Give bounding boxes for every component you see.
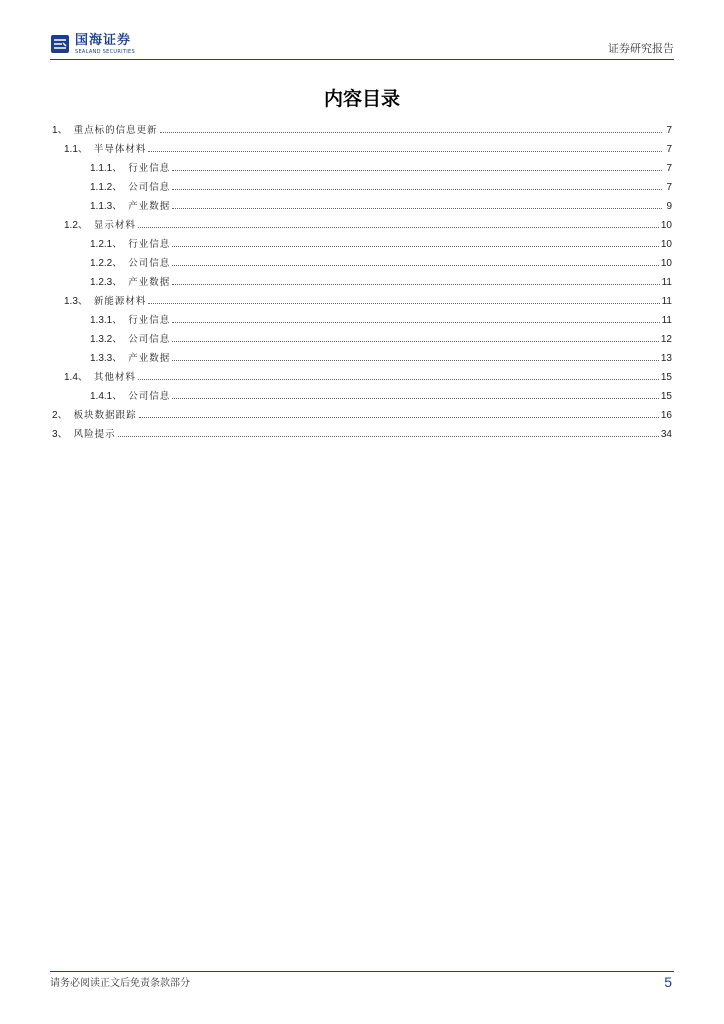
toc-entry-title: 新能源材料 [93,296,147,307]
toc-entry-title: 重点标的信息更新 [73,125,158,136]
toc-entry-page: 10 [660,258,672,269]
toc-entry-number: 1.3 [64,296,78,307]
toc-entry-page: 12 [660,334,672,345]
toc-dot-leader [148,302,659,304]
toc-entry-title: 公司信息 [128,391,171,402]
toc-entry-title: 行业信息 [128,315,171,326]
toc-entry-number: 1 [52,125,58,136]
toc-entry-page: 7 [666,163,672,174]
toc-entry-number: 1.1 [64,144,78,155]
logo-chinese-name: 国海证券 [75,33,132,48]
toc-entry-page: 7 [666,182,672,193]
toc-entry-title: 公司信息 [128,182,171,193]
toc-entry-number: 1.2.1 [90,239,113,250]
toc-entry-separator: 、 [57,410,68,421]
toc-dot-leader [148,150,662,152]
toc-dot-leader [138,378,659,380]
page-number: 5 [664,974,672,990]
toc-entry[interactable] [50,178,672,197]
toc-entry-number: 1.4.1 [90,391,113,402]
toc-entry[interactable] [50,311,672,330]
sealand-logo-icon [50,34,70,54]
toc-entry-title: 显示材料 [93,220,136,231]
toc-entry-title: 产业数据 [128,353,171,364]
toc-entry[interactable] [50,254,672,273]
toc-entry-title: 公司信息 [128,334,171,345]
toc-entry-title: 风险提示 [73,429,116,440]
toc-entry-title: 行业信息 [128,239,171,250]
page-header [50,32,674,60]
header-divider [50,59,674,60]
toc-entry-number: 1.4 [64,372,78,383]
toc-entry-separator: 、 [112,277,123,288]
toc-dot-leader [172,340,659,342]
toc-entry-title: 行业信息 [128,163,171,174]
toc-entry[interactable] [50,216,672,235]
toc-entry-separator: 、 [112,391,123,402]
toc-title: 内容目录 [323,88,400,110]
toc-entry-separator: 、 [57,429,68,440]
toc-entry-page: 15 [660,372,672,383]
toc-entry-title: 板块数据跟踪 [73,410,137,421]
toc-entry-title: 其他材料 [93,372,136,383]
toc-entry-page: 11 [661,315,672,326]
logo-english-name: SEALAND SECURITIES [75,49,135,55]
toc-entry-page: 34 [660,429,672,440]
toc-entry-page: 11 [661,296,672,307]
table-of-contents [50,121,672,444]
toc-entry-number: 1.1.1 [90,163,113,174]
toc-entry[interactable] [50,330,672,349]
toc-entry[interactable] [50,406,672,425]
toc-dot-leader [139,416,659,418]
toc-entry-number: 1.3.1 [90,315,113,326]
toc-entry-title: 产业数据 [128,201,171,212]
toc-dot-leader [172,321,659,323]
toc-entry-title: 公司信息 [128,258,171,269]
toc-entry[interactable] [50,140,672,159]
toc-entry-page: 10 [660,239,672,250]
disclaimer-note: 请务必阅读正文后免责条款部分 [50,978,190,989]
toc-entry[interactable] [50,235,672,254]
toc-entry-page: 9 [666,201,672,212]
toc-entry[interactable] [50,273,672,292]
footer-divider [50,971,674,972]
toc-entry-number: 1.1.2 [90,182,113,193]
toc-entry[interactable] [50,368,672,387]
toc-entry-page: 13 [660,353,672,364]
toc-entry-number: 1.1.3 [90,201,113,212]
toc-dot-leader [172,207,662,209]
toc-entry-separator: 、 [112,201,123,212]
toc-entry[interactable] [50,387,672,406]
toc-entry-separator: 、 [112,334,123,345]
toc-entry-number: 1.2 [64,220,78,231]
toc-entry-number: 2 [52,410,58,421]
toc-entry-number: 1.3.2 [90,334,113,345]
toc-entry-separator: 、 [77,220,88,231]
toc-entry-title: 半导体材料 [93,144,147,155]
toc-entry-title: 产业数据 [128,277,171,288]
company-logo [50,32,170,58]
toc-entry-separator: 、 [57,125,68,136]
toc-dot-leader [172,188,662,190]
toc-entry[interactable] [50,425,672,444]
toc-entry-page: 16 [660,410,672,421]
toc-dot-leader [172,397,659,399]
toc-entry-separator: 、 [112,182,123,193]
toc-entry-number: 1.3.3 [90,353,113,364]
toc-entry-separator: 、 [112,353,123,364]
toc-entry[interactable] [50,292,672,311]
toc-dot-leader [138,226,659,228]
toc-entry-separator: 、 [112,258,123,269]
toc-entry-page: 7 [666,125,672,136]
toc-dot-leader [172,169,662,171]
toc-dot-leader [172,359,659,361]
toc-entry-page: 10 [660,220,672,231]
toc-dot-leader [172,283,659,285]
toc-entry[interactable] [50,159,672,178]
toc-entry-number: 3 [52,429,58,440]
toc-entry-separator: 、 [112,315,123,326]
toc-entry-number: 1.2.2 [90,258,113,269]
toc-dot-leader [160,131,662,133]
toc-dot-leader [172,264,659,266]
toc-entry-separator: 、 [112,239,123,250]
toc-dot-leader [172,245,659,247]
toc-entry-page: 7 [666,144,672,155]
toc-entry-separator: 、 [77,296,88,307]
toc-entry-number: 1.2.3 [90,277,113,288]
report-type-label: 证券研究报告 [608,42,674,55]
toc-entry-separator: 、 [77,372,88,383]
toc-entry-separator: 、 [112,163,123,174]
toc-entry-separator: 、 [77,144,88,155]
toc-entry[interactable] [50,121,672,140]
toc-entry[interactable] [50,197,672,216]
toc-entry-page: 11 [661,277,672,288]
toc-entry-page: 15 [660,391,672,402]
toc-entry[interactable] [50,349,672,368]
toc-dot-leader [118,435,659,437]
